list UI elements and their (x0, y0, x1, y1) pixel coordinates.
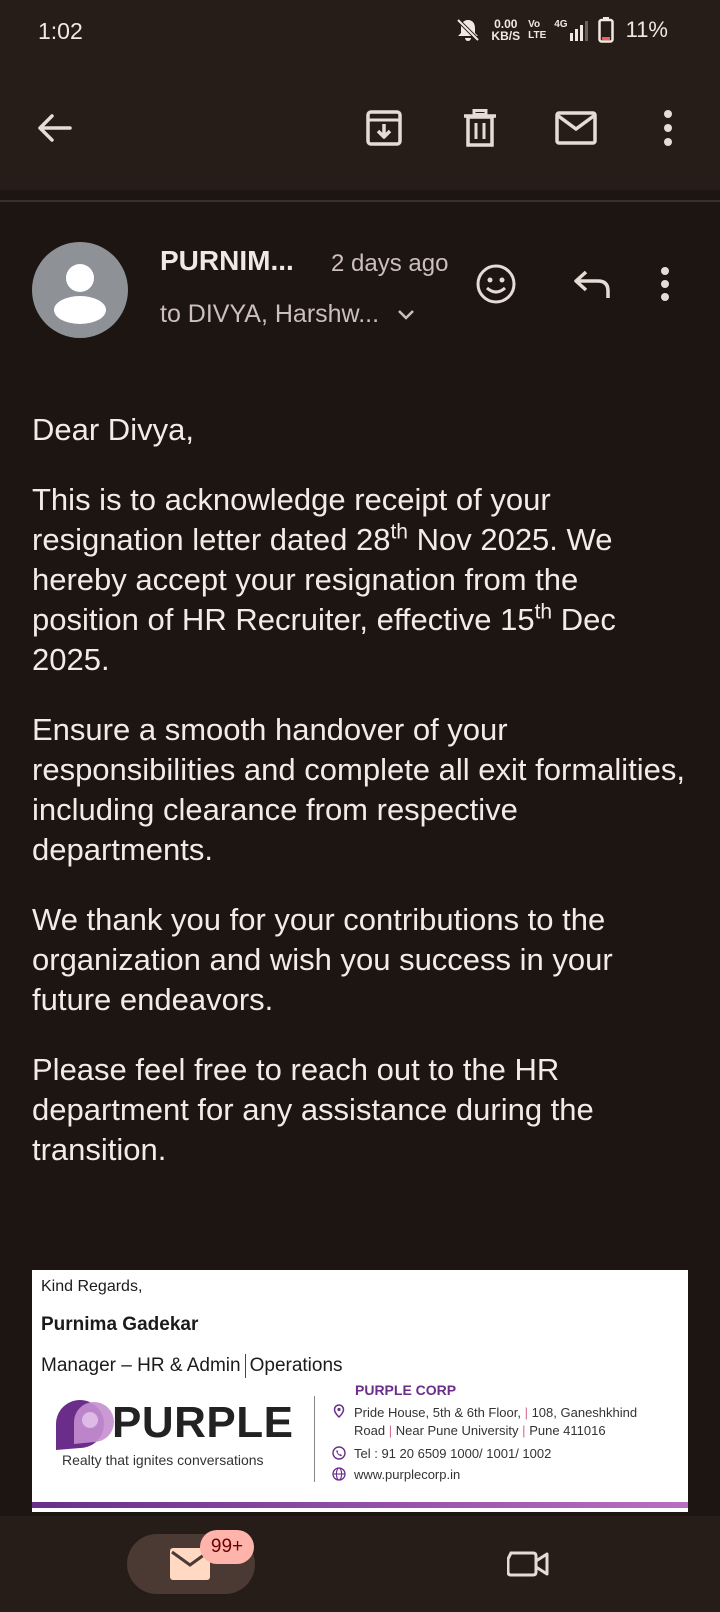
sig-address (332, 1404, 637, 1440)
status-bar (0, 0, 720, 66)
sig-role (41, 1354, 343, 1378)
sig-role-divider (245, 1354, 246, 1378)
back-button[interactable] (28, 102, 80, 154)
phone-icon (332, 1446, 346, 1460)
p1-sup-2: th (534, 600, 553, 624)
video-camera-icon (507, 1547, 549, 1581)
signal-icon (570, 19, 590, 41)
sig-role-a: Manager – HR & Admin (41, 1355, 241, 1377)
sig-website[interactable]: www.purplecorp.in (354, 1467, 461, 1482)
globe-icon (332, 1467, 346, 1481)
arrow-left-icon (36, 113, 72, 143)
mark-unread-button[interactable] (550, 102, 602, 154)
body-paragraph-4: Please feel free to reach out to the HR department for any assistance during the transition. (32, 1052, 594, 1167)
addr2-c: Pune 411016 (529, 1423, 606, 1438)
p1-part-a: This is to acknowledge receipt of your resignation letter dated 28 (32, 482, 551, 557)
location-pin-icon (332, 1404, 346, 1418)
p1-sup-1: th (390, 520, 408, 544)
sig-brand: PURPLE (112, 1398, 294, 1447)
sig-tagline: Realty that ignites conversations (62, 1452, 264, 1468)
greeting: Dear Divya, (32, 412, 194, 447)
status-icons (453, 17, 668, 43)
body-paragraph-2: Ensure a smooth handover of your responsibilities and complete all exit formalities, including clearance from respective departments. (32, 712, 686, 867)
battery-percent: 11% (625, 17, 668, 42)
addr-sep: | (522, 1423, 526, 1438)
sig-corp-name: PURPLE CORP (355, 1382, 457, 1398)
addr-sep: | (388, 1423, 393, 1438)
addr-sep: | (524, 1405, 528, 1420)
body-paragraph-3: We thank you for your contributions to the organization and wish you success in your future endeavors. (32, 902, 613, 1017)
email-toolbar (0, 66, 720, 190)
reply-button[interactable] (566, 258, 618, 310)
more-options-button[interactable] (642, 102, 694, 154)
addr2-a: Road (354, 1423, 386, 1438)
network-type: 4G (554, 19, 568, 30)
sig-role-b: Operations (249, 1355, 343, 1377)
email-time: 2 days ago (331, 250, 449, 277)
sig-phone-row (332, 1446, 551, 1461)
more-vertical-icon (663, 110, 673, 146)
sig-web-row (332, 1467, 460, 1482)
sig-address-line-2 (354, 1422, 637, 1440)
email-signature (32, 1270, 688, 1512)
p1-part-c: Dec 2025. (32, 602, 616, 677)
sig-stripe (32, 1502, 688, 1508)
sig-address-lines (354, 1404, 637, 1440)
network-speed (491, 18, 520, 42)
mail-badge: 99+ (200, 1530, 254, 1564)
nav-meet-tab[interactable] (500, 1540, 556, 1588)
bottom-nav (0, 1516, 720, 1612)
delete-button[interactable] (454, 102, 506, 154)
mail-icon (555, 111, 597, 145)
emoji-icon (475, 263, 517, 305)
addr1-b: 108, Ganeshkhind (531, 1405, 638, 1420)
signal-indicator (554, 19, 589, 41)
archive-icon (365, 109, 403, 147)
sig-regards: Kind Regards, (41, 1278, 143, 1295)
message-more-button[interactable] (650, 258, 680, 310)
volte-indicator (528, 19, 546, 41)
recipients-toggle[interactable] (160, 300, 415, 329)
net-speed-value: 0.00 (494, 17, 518, 31)
add-reaction-button[interactable] (470, 258, 522, 310)
sender-avatar[interactable] (32, 242, 128, 338)
sig-name: Purnima Gadekar (41, 1314, 199, 1335)
sig-divider (314, 1396, 315, 1482)
archive-button[interactable] (358, 102, 410, 154)
volte-top: Vo (528, 19, 541, 30)
status-time: 1:02 (38, 18, 83, 44)
trash-icon (463, 109, 497, 147)
volte-bottom: LTE (528, 30, 547, 41)
purple-logo-icon (48, 1394, 114, 1458)
addr2-b: Near Pune University (395, 1423, 519, 1438)
addr1-a: Pride House, 5th & 6th Floor, (354, 1405, 521, 1420)
sig-address-line-1 (354, 1404, 637, 1422)
p1-part-b: Nov 2025. We hereby accept your resignation from the position of HR Recruiter, effective 15 (32, 522, 613, 637)
battery-icon (598, 17, 614, 43)
sender-name[interactable]: PURNIM... (160, 245, 294, 276)
toolbar-divider (0, 200, 720, 202)
recipients-text: to DIVYA, Harshw... (160, 300, 380, 328)
body-paragraph-1 (32, 480, 692, 680)
sig-phone[interactable]: Tel : 91 20 6509 1000/ 1001/ 1002 (354, 1446, 552, 1461)
email-body (32, 410, 692, 1200)
chevron-down-icon (397, 309, 415, 321)
net-speed-unit: KB/S (491, 29, 521, 43)
reply-icon (572, 268, 612, 300)
dnd-bell-icon (453, 17, 483, 43)
person-icon (32, 242, 128, 338)
more-vertical-icon (660, 267, 670, 301)
